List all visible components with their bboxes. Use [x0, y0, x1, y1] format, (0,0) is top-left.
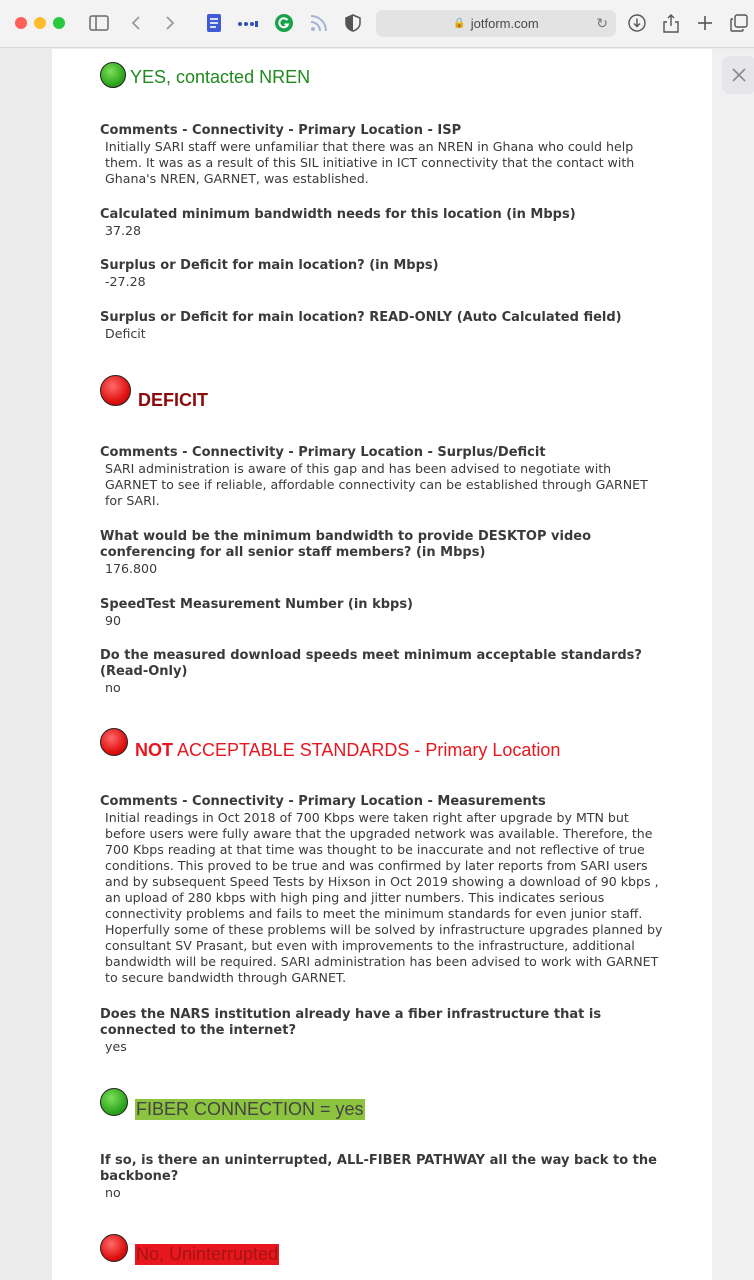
field-all-fiber-pathway	[100, 1153, 665, 1201]
share-icon[interactable]	[662, 12, 680, 34]
field-min-bandwidth	[100, 207, 665, 239]
field-answer: Deficit	[105, 326, 146, 341]
field-label: Comments - Connectivity - Primary Location - Surplus/Deficit	[100, 445, 546, 460]
dots-extension-icon[interactable]	[237, 12, 259, 34]
field-speedtest	[100, 597, 665, 629]
field-isp-comments	[100, 123, 665, 187]
field-surplus-deficit-comments	[100, 445, 665, 509]
red-status-icon	[100, 375, 131, 406]
new-tab-plus-icon[interactable]	[696, 12, 714, 34]
rss-feed-icon[interactable]	[309, 12, 329, 34]
close-panel-button[interactable]	[722, 56, 754, 94]
green-status-icon	[100, 1088, 128, 1116]
status-deficit: DEFICIT	[138, 390, 208, 410]
browser-toolbar	[0, 0, 754, 48]
field-surplus-deficit-mbps	[100, 258, 665, 290]
status-standards	[135, 740, 560, 761]
back-arrow-icon[interactable]	[128, 12, 144, 34]
field-measurements-comments	[100, 794, 665, 986]
field-label: Surplus or Deficit for main location? (in Mbps)	[100, 258, 439, 273]
address-url: jotform.com	[470, 16, 539, 31]
zoom-window-button[interactable]	[53, 17, 65, 29]
field-label: If so, is there an uninterrupted, ALL-FIBER PATHWAY all the way back to the backbone?	[100, 1153, 657, 1184]
field-answer: yes	[105, 1039, 127, 1054]
minimize-window-button[interactable]	[34, 17, 46, 29]
page-margin-right	[712, 49, 754, 1280]
field-label: SpeedTest Measurement Number (in kbps)	[100, 597, 414, 612]
status-pathway: No, Uninterrupted	[136, 1244, 279, 1264]
sidebar-toggle-icon[interactable]	[88, 12, 110, 34]
field-answer: Initially SARI staff were unfamiliar that there was an NREN in Ghana who could help them. It was as a result of this SIL initiative in ICT connectivity that the contact with Ghana's NREN, GARNET, was established.	[105, 139, 635, 186]
field-answer: -27.28	[105, 274, 146, 289]
field-answer: no	[105, 680, 121, 695]
field-surplus-deficit-readonly	[100, 310, 665, 342]
status-fiber: FIBER CONNECTION = yes	[136, 1099, 364, 1119]
field-label: Comments - Connectivity - Primary Location - ISP	[100, 123, 462, 138]
field-label: Comments - Connectivity - Primary Location - Measurements	[100, 794, 546, 809]
field-acceptable-standards	[100, 648, 665, 696]
forward-arrow-icon[interactable]	[162, 12, 178, 34]
privacy-shield-icon[interactable]	[344, 12, 362, 34]
field-answer: no	[105, 1185, 121, 1200]
close-window-button[interactable]	[15, 17, 27, 29]
field-answer: 37.28	[105, 223, 142, 238]
red-status-icon	[100, 728, 128, 756]
address-bar[interactable]	[376, 10, 616, 37]
field-label: Calculated minimum bandwidth needs for this location (in Mbps)	[100, 207, 576, 222]
field-video-conferencing-bandwidth	[100, 529, 665, 577]
field-fiber-infrastructure	[100, 1007, 665, 1055]
document-extension-icon[interactable]	[205, 12, 223, 34]
reload-icon[interactable]: ↻	[596, 15, 608, 31]
red-status-icon	[100, 1234, 128, 1262]
lock-icon: 🔒	[453, 18, 466, 29]
green-status-icon	[100, 62, 126, 88]
field-answer: SARI administration is aware of this gap and has been advised to negotiate with GARNET to see if reliable, affordable connectivity can be established through GARNET for SARI.	[105, 461, 648, 508]
tab-overview-icon[interactable]	[729, 12, 749, 34]
grammarly-icon[interactable]	[274, 12, 294, 34]
status-standards-strong: NOT	[135, 740, 173, 760]
status-standards-rest: ACCEPTABLE STANDARDS - Primary Location	[173, 740, 561, 760]
field-label: Surplus or Deficit for main location? READ-ONLY (Auto Calculated field)	[100, 310, 622, 325]
field-label: What would be the minimum bandwidth to provide DESKTOP video conferencing for all senior staff members? (in Mbps)	[100, 529, 592, 560]
field-answer: Initial readings in Oct 2018 of 700 Kbps were taken right after upgrade by MTN but before users were fully aware that the upgraded network was available. Therefore, the 700 Kbps reading at that time was thought to be inaccurate and not reflective of true conditions. This proved to be true and was confirmed by later reports from SARI users and by subsequent Speed Tests by Hixson in Oct 2019 showing a download of 90 kbps , an upload of 280 kbps with high ping and jitter numbers. This indicates serious connectivity problems and fails to meet the minimum standards for even junior staff. Hoperfully some of these problems will be solved by infrastructure upgrades planned by consultant SV Prasant, but even with improvements to the infrastructure, additional bandwidth will be required. SARI administration has been advised to work with GARNET to secure bandwidth through GARNET.	[105, 810, 663, 985]
field-answer: 176.800	[105, 561, 158, 576]
field-label: Do the measured download speeds meet minimum acceptable standards? (Read-Only)	[100, 648, 642, 679]
close-icon	[731, 67, 747, 83]
download-icon[interactable]	[627, 12, 647, 34]
field-label: Does the NARS institution already have a fiber infrastructure that is connected to the internet?	[100, 1007, 602, 1038]
field-answer: 90	[105, 613, 122, 628]
status-nren: YES, contacted NREN	[130, 67, 311, 87]
